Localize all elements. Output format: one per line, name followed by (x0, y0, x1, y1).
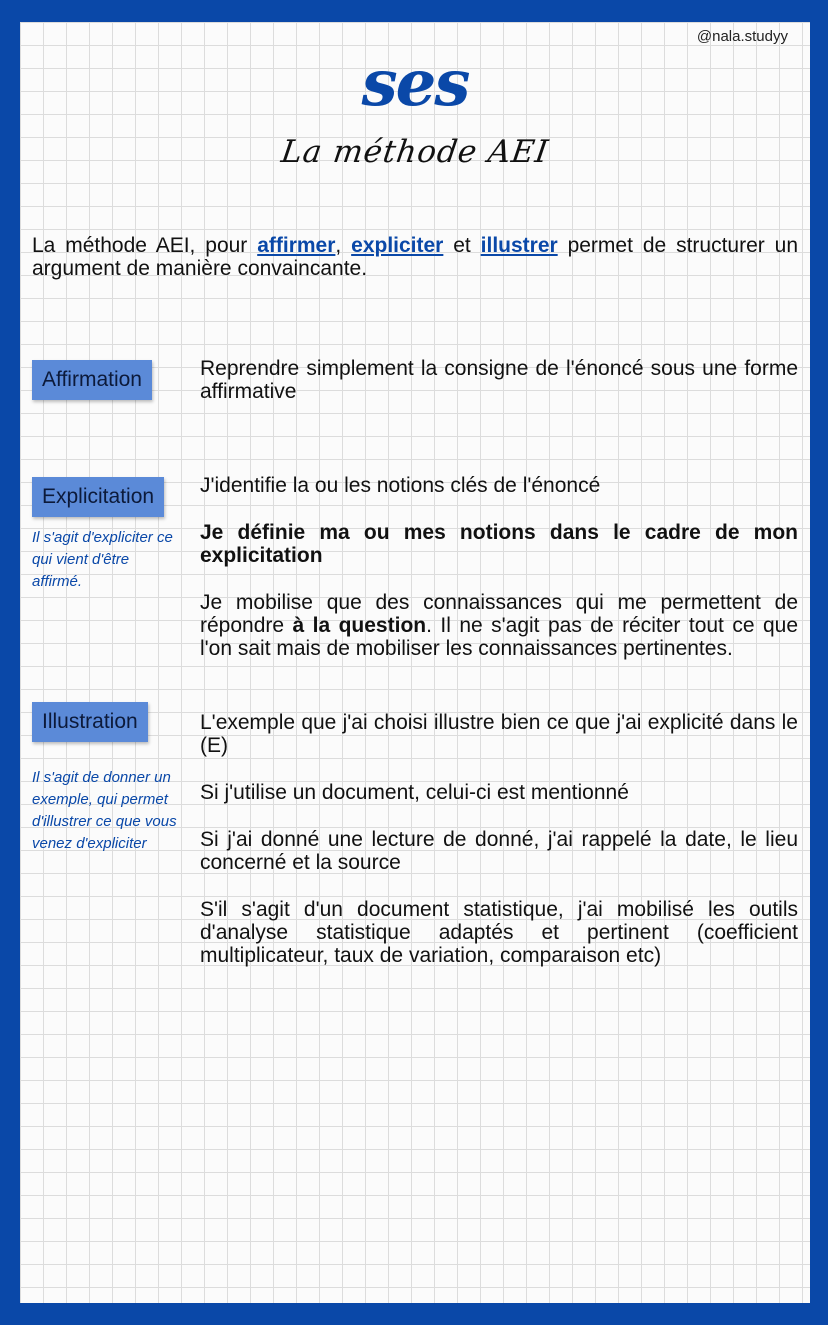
intro-paragraph (32, 234, 798, 280)
intro-text: La méthode AEI, pour (32, 234, 258, 257)
tag-illustration: Illustration (32, 702, 148, 742)
keyword-expliciter: expliciter (351, 234, 444, 257)
illustration-point-2: Si j'utilise un document, celui-ci est mentionné (200, 781, 629, 804)
affirmation-content (200, 357, 798, 427)
illustration-content (200, 711, 798, 991)
note-page (20, 22, 810, 1303)
explicitation-point-3 (200, 591, 798, 660)
illustration-point-3: Si j'ai donné une lecture de donné, j'ai rappelé la date, le lieu concerné et la source (200, 828, 798, 874)
keyword-affirmer: affirmer (257, 234, 336, 257)
explicitation-note: Il s'agit d'expliciter ce qui vient d'être affirmé. (32, 529, 173, 590)
author-handle: @nala.studyy (696, 28, 788, 45)
illustration-point-4: S'il s'agit d'un document statistique, j'ai mobilisé les outils d'analyse statistique adaptés et pertinent (coefficient multiplicateur, taux de variation, comparaison etc) (200, 898, 798, 967)
keyword-illustrer: illustrer (480, 234, 558, 257)
explicitation-emphasis: à la question (292, 614, 427, 637)
intro-text: permet de structurer un argument de manière convaincante. (32, 234, 799, 280)
illustration-note: Il s'agit de donner un exemple, qui permet d'illustrer ce que vous venez d'expliciter (32, 769, 177, 852)
page-title: ses (361, 46, 469, 121)
affirmation-text: Reprendre simplement la consigne de l'énoncé sous une forme affirmative (200, 357, 798, 403)
intro-sep: et (443, 234, 481, 257)
explicitation-text: . Il ne s'agit pas de réciter tout ce que l'on sait mais de mobiliser les connaissances pertinentes. (200, 614, 798, 660)
illustration-point-1: L'exemple que j'ai choisi illustre bien ce que j'ai explicité dans le (E) (200, 711, 798, 757)
explicitation-content (200, 474, 798, 684)
tag-affirmation: Affirmation (32, 360, 152, 400)
explicitation-point-1: J'identifie la ou les notions clés de l'énoncé (200, 474, 601, 497)
explicitation-point-2: Je définie ma ou mes notions dans le cadre de mon explicitation (200, 521, 798, 567)
tag-explicitation: Explicitation (32, 477, 164, 517)
explicitation-text: Je mobilise que des connaissances qui me permettent de répondre (200, 591, 798, 637)
intro-sep: , (335, 234, 352, 257)
page-subtitle: La méthode AEI (278, 134, 552, 170)
